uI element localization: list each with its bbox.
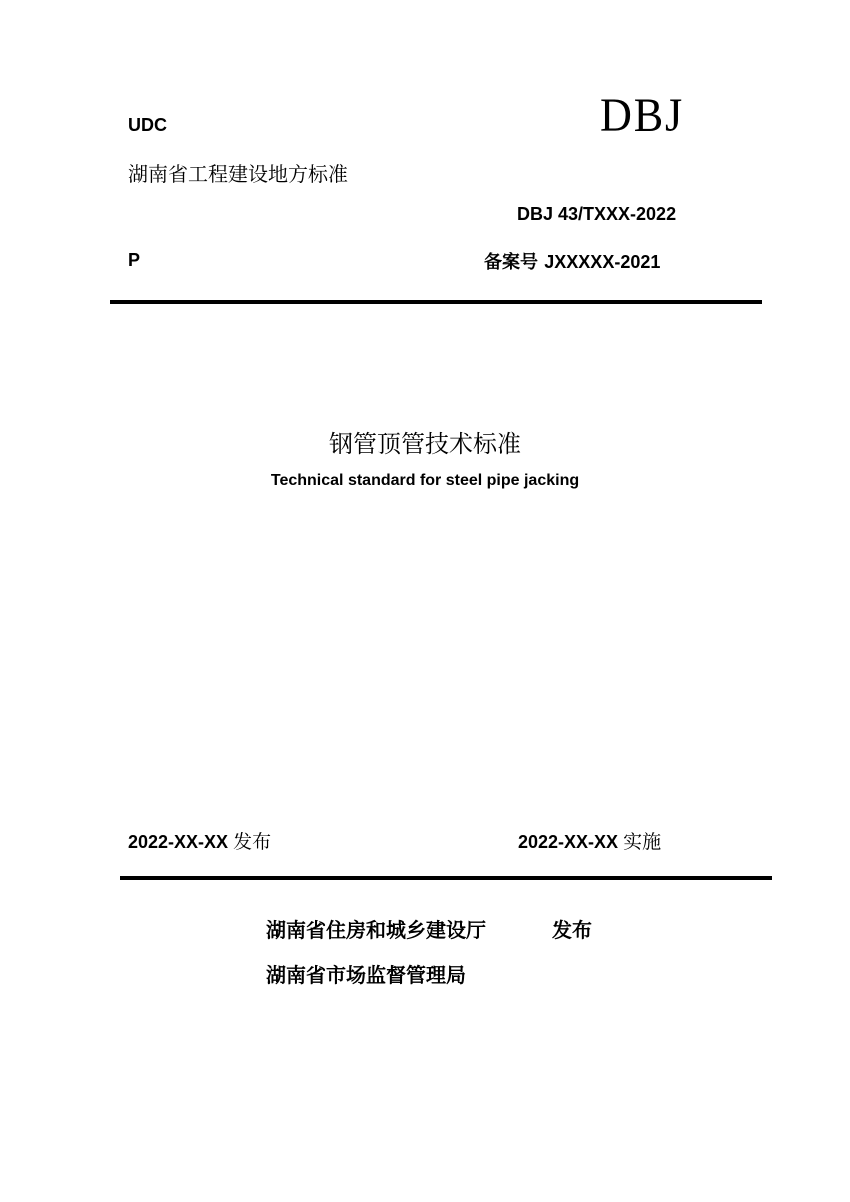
implementation-date [518, 827, 661, 854]
implementation-date-value: 2022-XX-XX [518, 832, 619, 852]
issue-date-label: 发布 [233, 831, 272, 853]
bottom-divider [120, 876, 772, 880]
dbj-mark: DBJ [600, 89, 685, 142]
document-title-english: Technical standard for steel pipe jacking [270, 472, 580, 489]
document-title-chinese: 钢管顶管技术标准 [329, 430, 521, 458]
standard-type: 湖南省工程建设地方标准 [128, 162, 348, 186]
filing-record [484, 248, 660, 274]
issue-date-value: 2022-XX-XX [128, 832, 229, 852]
standard-number: DBJ 43/TXXX-2022 [517, 204, 677, 224]
class-code: P [128, 250, 141, 270]
publisher-housing-department: 湖南省住房和城乡建设厅 [266, 918, 486, 942]
implementation-date-label: 实施 [623, 831, 662, 853]
filing-label: 备案号 [484, 252, 538, 273]
filing-number: JXXXXX-2021 [544, 252, 661, 272]
publisher-market-regulation-bureau: 湖南省市场监督管理局 [266, 963, 466, 987]
udc-label: UDC [128, 115, 167, 135]
top-divider [110, 300, 762, 304]
publish-label: 发布 [552, 918, 592, 942]
issue-date [128, 827, 271, 854]
